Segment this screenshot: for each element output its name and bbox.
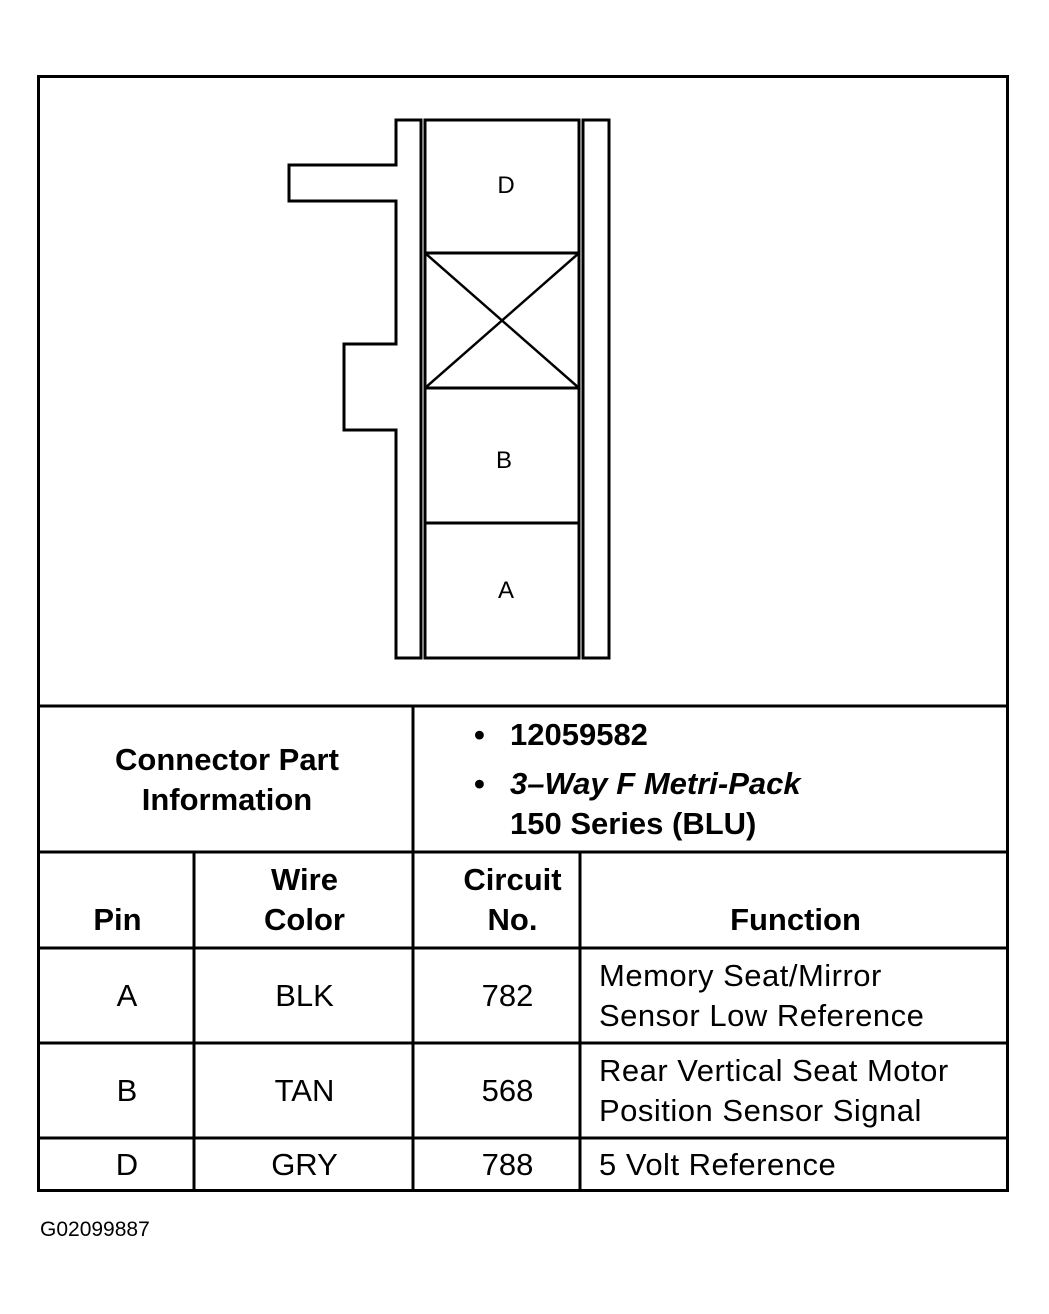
description-bullet: •	[474, 766, 485, 801]
part-description-line2: 150 Series (BLU)	[510, 806, 757, 841]
header-circuit	[415, 860, 610, 940]
cavity-label-a: A	[497, 577, 515, 604]
row-d-color: GRY	[271, 1147, 338, 1182]
row-b-pin: B	[116, 1073, 138, 1108]
header-function: Function	[730, 902, 861, 937]
part-info-label-line1: Connector Part	[115, 742, 339, 777]
row-b-circuit: 568	[481, 1073, 534, 1108]
part-info-label-line2: Information	[141, 782, 313, 817]
header-pin: Pin	[93, 902, 142, 937]
row-a-color: BLK	[275, 978, 334, 1013]
row-b-function-line1: Rear Vertical Seat Motor	[599, 1053, 949, 1088]
row-d-pin: D	[115, 1147, 139, 1182]
cavity-label-b: B	[495, 447, 513, 474]
connector-right-rail	[583, 120, 609, 658]
header-wire-color-line2: Color	[264, 902, 345, 937]
part-description-line1: 3–Way F Metri-Pack	[510, 766, 801, 801]
row-b-color: TAN	[274, 1073, 335, 1108]
row-a-circuit: 782	[481, 978, 534, 1013]
row-a-function-line1: Memory Seat/Mirror	[599, 958, 882, 993]
row-b-function-line2: Position Sensor Signal	[599, 1093, 922, 1128]
part-number: 12059582	[510, 717, 648, 752]
row-a-pin: A	[116, 978, 138, 1013]
part-info-label	[41, 740, 413, 820]
row-d-function-line1: 5 Volt Reference	[599, 1147, 837, 1182]
part-number-bullet: •	[474, 717, 485, 752]
header-circuit-line1: Circuit	[463, 862, 562, 897]
cavity-label-d: D	[497, 172, 515, 199]
header-wire-color	[196, 860, 413, 940]
connector-body-outline	[289, 120, 421, 658]
figure-id: G02099887	[40, 1218, 150, 1241]
header-circuit-line2: No.	[487, 902, 538, 937]
row-a-function-line2: Sensor Low Reference	[599, 998, 925, 1033]
row-d-circuit: 788	[481, 1147, 534, 1182]
header-wire-color-line1: Wire	[271, 862, 338, 897]
